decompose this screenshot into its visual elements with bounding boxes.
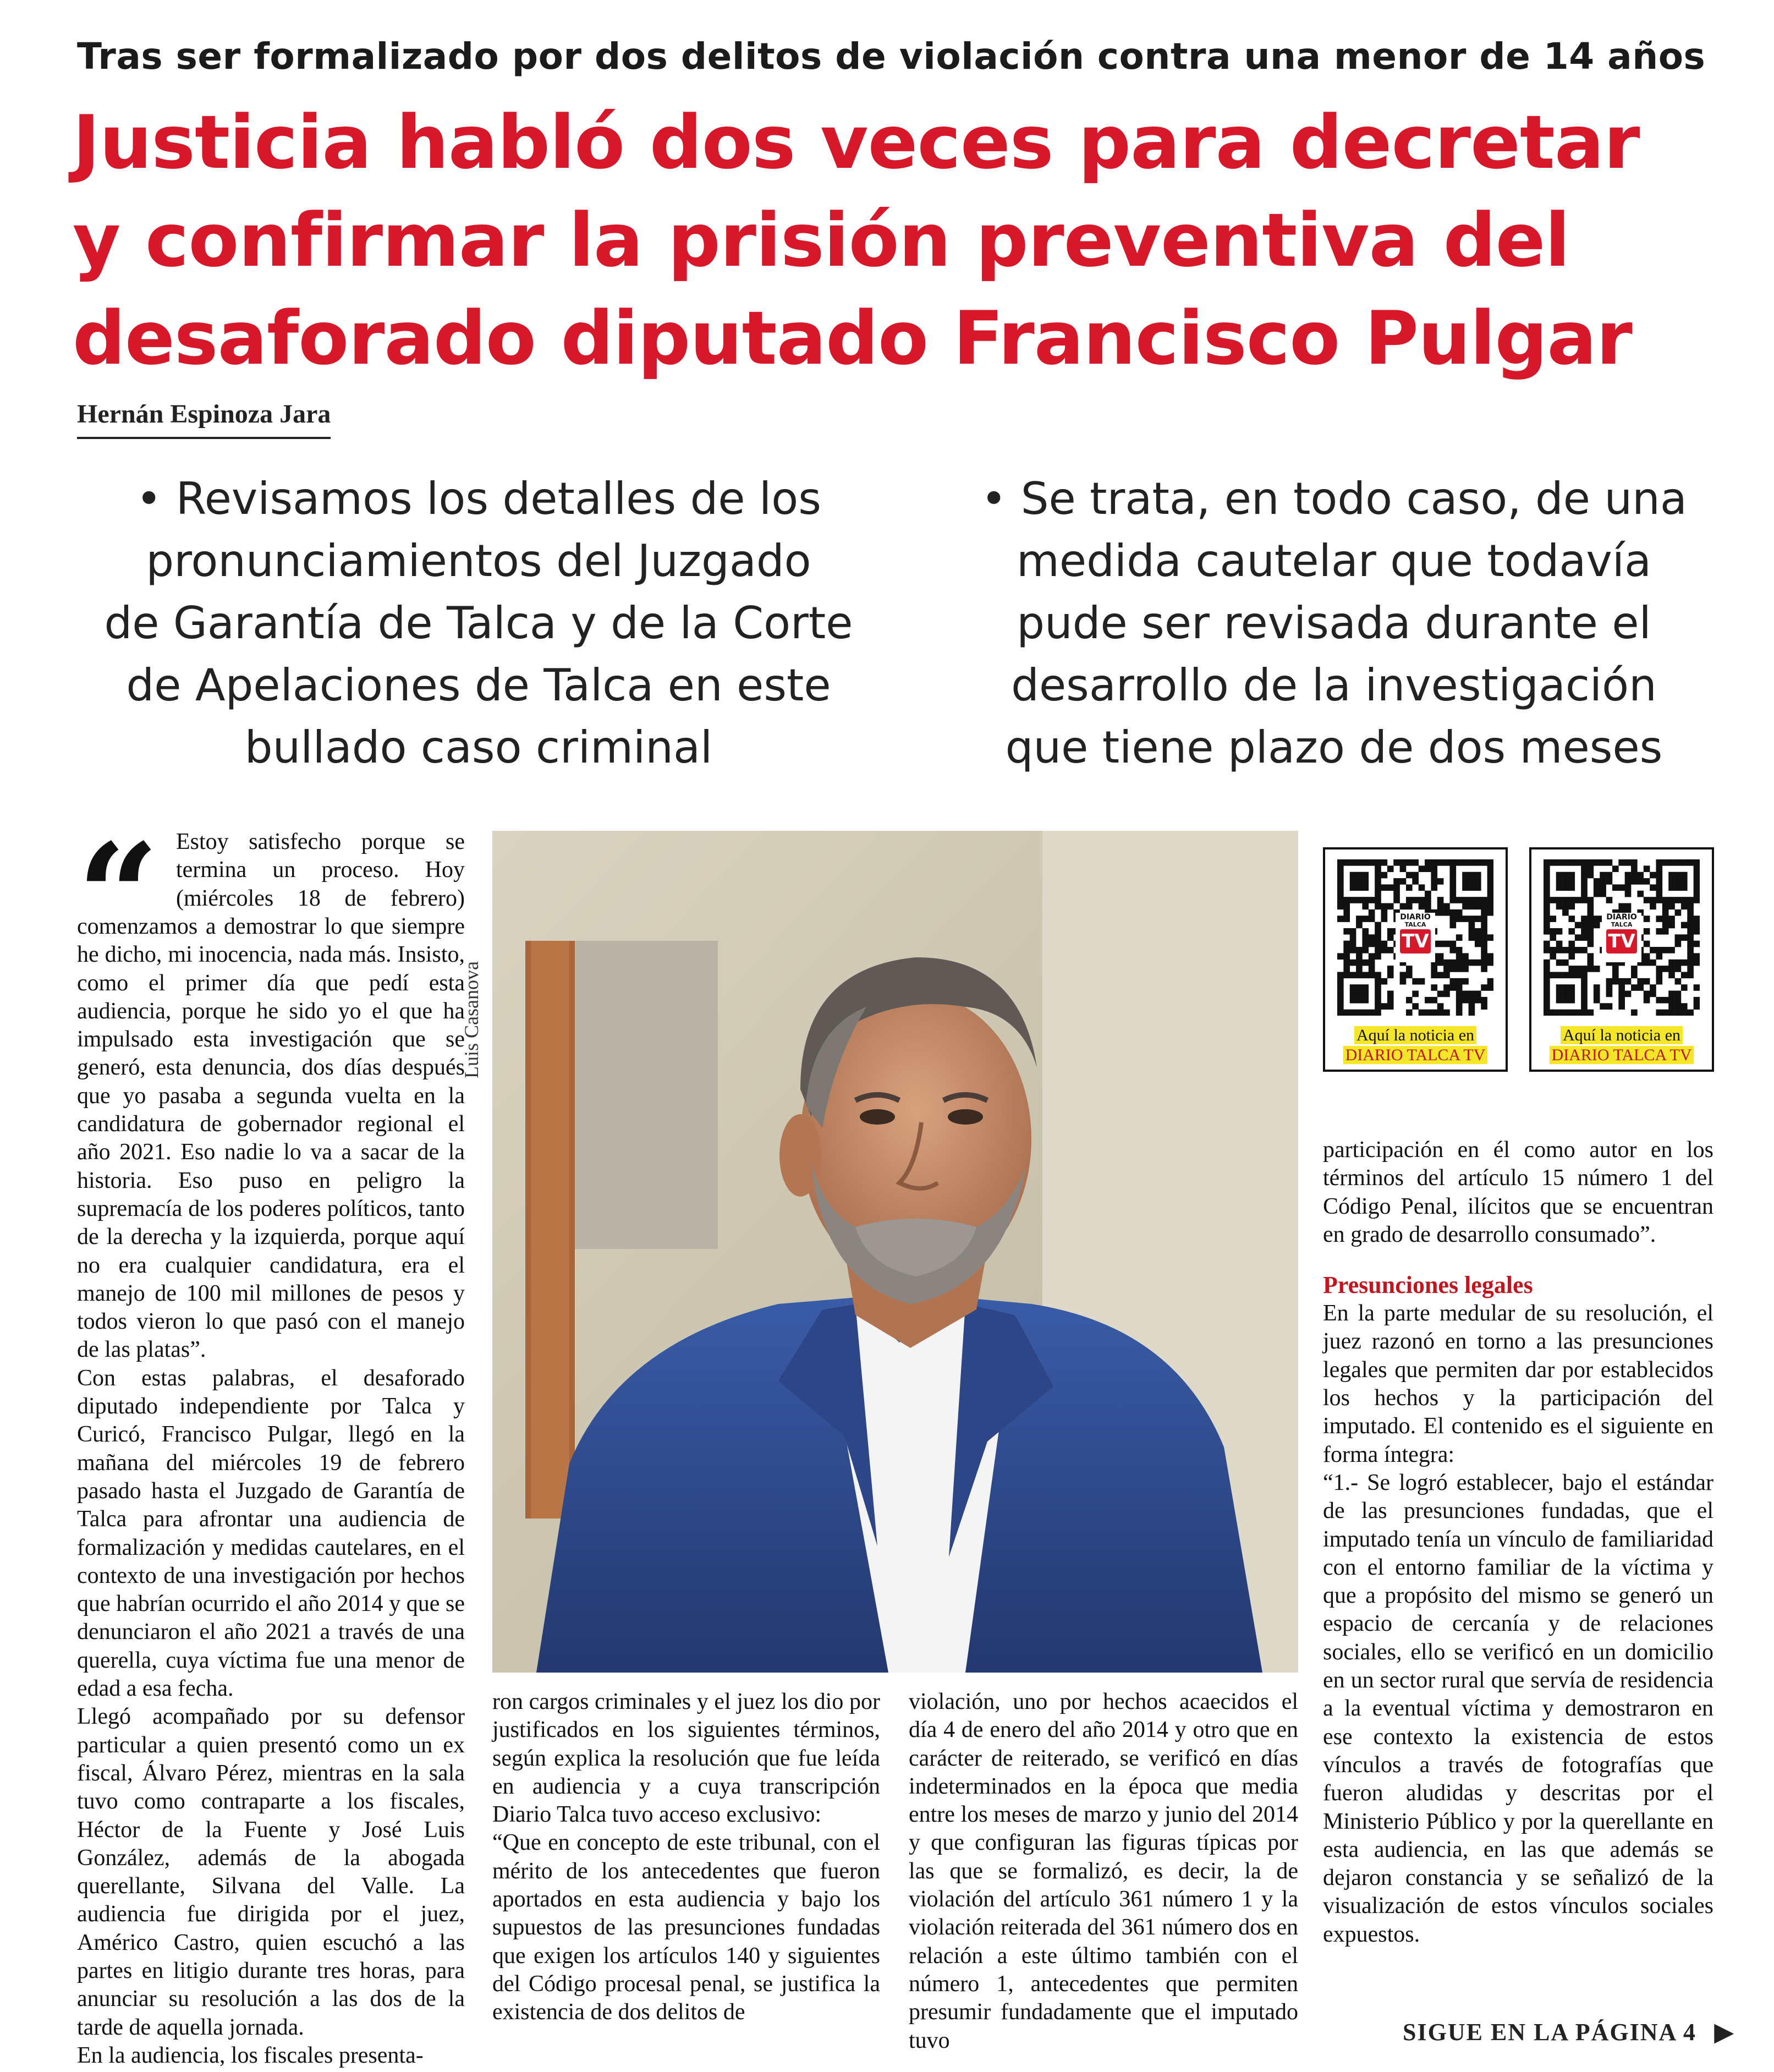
summary-line: bullado caso criminal — [244, 722, 713, 773]
headline — [73, 94, 1723, 387]
qr-caption-2: DIARIO TALCA TV — [1343, 1046, 1488, 1064]
col4-body — [1323, 1136, 1713, 1949]
summary-line: medida cautelar que todavía — [1016, 535, 1652, 586]
logo-top: DIARIO — [1606, 913, 1637, 922]
qr-caption-1: Aquí la noticia en — [1561, 1026, 1683, 1044]
logo-tv: TV — [1400, 929, 1431, 953]
headline-line: y confirmar la prisión preventiva del — [73, 198, 1570, 283]
col3-body — [909, 1688, 1298, 2055]
intro-line: Estoy satisfecho porque se — [176, 829, 465, 854]
qr-logo — [1602, 913, 1641, 962]
summary-line: • Se trata, en todo caso, de una — [981, 473, 1687, 524]
paragraph: violación, uno por hechos acaecidos el día 4 de enero del año 2014 y otro que en carácter de reiterado, se verificó en días indeterminados en la época que media entre los meses de marzo y junio del 2014 y que configuran las figuras típicas por las que se formalizó, es decir, la de violación del artículo 361 número 1 y la violación reiterada del 361 número dos en relación a este último también con el número 1, antecedentes que permiten presumir fundadamente que el imputado tuvo — [909, 1689, 1298, 2053]
col2-body — [492, 1688, 880, 2027]
summary-line: que tiene plazo de dos meses — [1005, 722, 1663, 773]
summary-left — [66, 468, 891, 779]
logo-tv: TV — [1606, 929, 1637, 953]
paragraph: participación en él como autor en los términos del artículo 15 número 1 del Código Penal, ilícitos que se encuentran en grado de desarrollo consumado”. — [1323, 1137, 1713, 1247]
intro-line: termina un proceso. Hoy — [176, 857, 465, 883]
qr-caption — [1531, 1026, 1712, 1065]
qr-card[interactable] — [1323, 847, 1508, 1072]
photo-credit — [460, 935, 493, 1078]
portrait-illustration — [492, 831, 1298, 1673]
summary-line: de Garantía de Talca y de la Corte — [104, 598, 853, 649]
col1-intro — [176, 828, 465, 913]
qr-caption-1: Aquí la noticia en — [1354, 1026, 1476, 1044]
qr-caption-2: DIARIO TALCA TV — [1550, 1046, 1694, 1064]
paragraph: comenzamos a demostrar lo que siempre he dicho, mi inocencia, nada más. Insisto, como el primer día que pedí esta audiencia, porque he sido yo el que ha impulsado esta investigación que se generó, esta denuncia, dos días después que yo pasaba a segunda vuelta en la candidatura de gobernador regional el año 2021. Eso nadie lo va a sacar de la historia. Eso puso en peligro la supremacía de los poderes políticos, tanto de la derecha y la izquierda, porque aquí no era cualquier candidatura, era el manejo de 100 mil millones de pesos y todos vieron lo que pasó con el manejo de las platas”. — [77, 914, 465, 1363]
quote-mark-icon: “ — [77, 813, 160, 980]
section-title: Presunciones legales — [1323, 1271, 1533, 1299]
intro-line: (miércoles 18 de febrero) — [176, 885, 465, 911]
summary-line: de Apelaciones de Talca en este — [126, 660, 831, 711]
paragraph: Con estas palabras, el desaforado diputado independiente por Talca y Curicó, Francisco Pulgar, llegó en la mañana del miércoles 19 de febrero pasado hasta el Juzgado de Garantía de Talca para afrontar una audiencia de formalización y medidas cautelares, en el contexto de una investigación por hechos que habrían ocurrido el año 2014 y que se denunciaron el año 2021 a través de una querella, cuya víctima fue una menor de edad a esa fecha. — [77, 1365, 465, 1702]
qr-logo — [1396, 913, 1435, 962]
logo-top: DIARIO — [1400, 913, 1431, 922]
paragraph: En la audiencia, los fiscales presenta- — [77, 2042, 424, 2068]
headline-line: desaforado diputado Francisco Pulgar — [73, 295, 1632, 381]
summary-line: pronunciamientos del Juzgado — [146, 535, 811, 586]
summary-line: pude ser revisada durante el — [1017, 598, 1651, 649]
sigue-text: SIGUE EN LA PÁGINA 4 — [1403, 2019, 1696, 2046]
paragraph: “Que en concepto de este tribunal, con el mérito de los antecedentes que fueron aportados en esta audiencia y bajo los supuestos de las presunciones fundadas que exigen los artículos 140 y siguientes del Código procesal penal, se justifica la existencia de dos delitos de — [492, 1830, 880, 2025]
paragraph: ron cargos criminales y el juez los dio por justificados en los siguientes términos, según explica la resolución que fue leída en audiencia y a cuya transcripción Diario Talca tuvo acceso exclusivo: — [492, 1689, 880, 1828]
summary-line: • Revisamos los detalles de los — [136, 473, 821, 524]
paragraph: En la parte medular de su resolución, el juez razonó en torno a las presunciones legales que permiten dar por establecidos los hechos y la participación del imputado. El contenido es el siguiente en forma íntegra: — [1323, 1301, 1713, 1467]
arrow-right-icon: ▶ — [1714, 2019, 1734, 2046]
col1-body — [77, 913, 465, 2070]
kicker: Tras ser formalizado por dos delitos de violación contra una menor de 14 años — [77, 35, 1706, 78]
continued-on-page[interactable] — [1403, 2018, 1734, 2046]
article-photo — [492, 831, 1298, 1673]
byline: Hernán Espinoza Jara — [77, 399, 331, 439]
photo-credit-text: Luis Casanova — [460, 961, 482, 1078]
paragraph: “1.- Se logró establecer, bajo el estándar de las presunciones fundadas, que el imputado tenía un vínculo de familiaridad con el entorno familiar de la víctima y que a propósito del mismo se generó un espacio de cercanía y de relaciones sociales, ello se verificó en un domicilio en un sector rural que servía de residencia a la eventual víctima y demostraron en ese contexto la existencia de estos vínculos a través de fotografías que fueron aludidas y descritas por el Ministerio Público y por la querellante en esta audiencia, en las que además se dejaron constancia y se señalizó de la visualización de estos vínculos sociales expuestos. — [1323, 1470, 1713, 1947]
headline-line: Justicia habló dos veces para decretar — [73, 100, 1640, 185]
qr-card[interactable] — [1529, 847, 1714, 1072]
qr-caption — [1325, 1026, 1506, 1065]
logo-mid: TALCA — [1404, 921, 1426, 928]
summary-right — [924, 468, 1744, 779]
logo-mid: TALCA — [1611, 921, 1633, 928]
paragraph: Llegó acompañado por su defensor particular a quien presentó como un ex fiscal, Álvaro Pérez, mientras en la sala tuvo como contraparte a los fiscales, Héctor de la Fuente y José Luis González, además de la abogada querellante, Silvana del Valle. La audiencia fue dirigida por el juez, Américo Castro, quien escuchó a las partes en litigio durante tres horas, para anunciar su resolución a las dos de la tarde de aquella jornada. — [77, 1704, 465, 2040]
summary-line: desarrollo de la investigación — [1011, 660, 1657, 711]
